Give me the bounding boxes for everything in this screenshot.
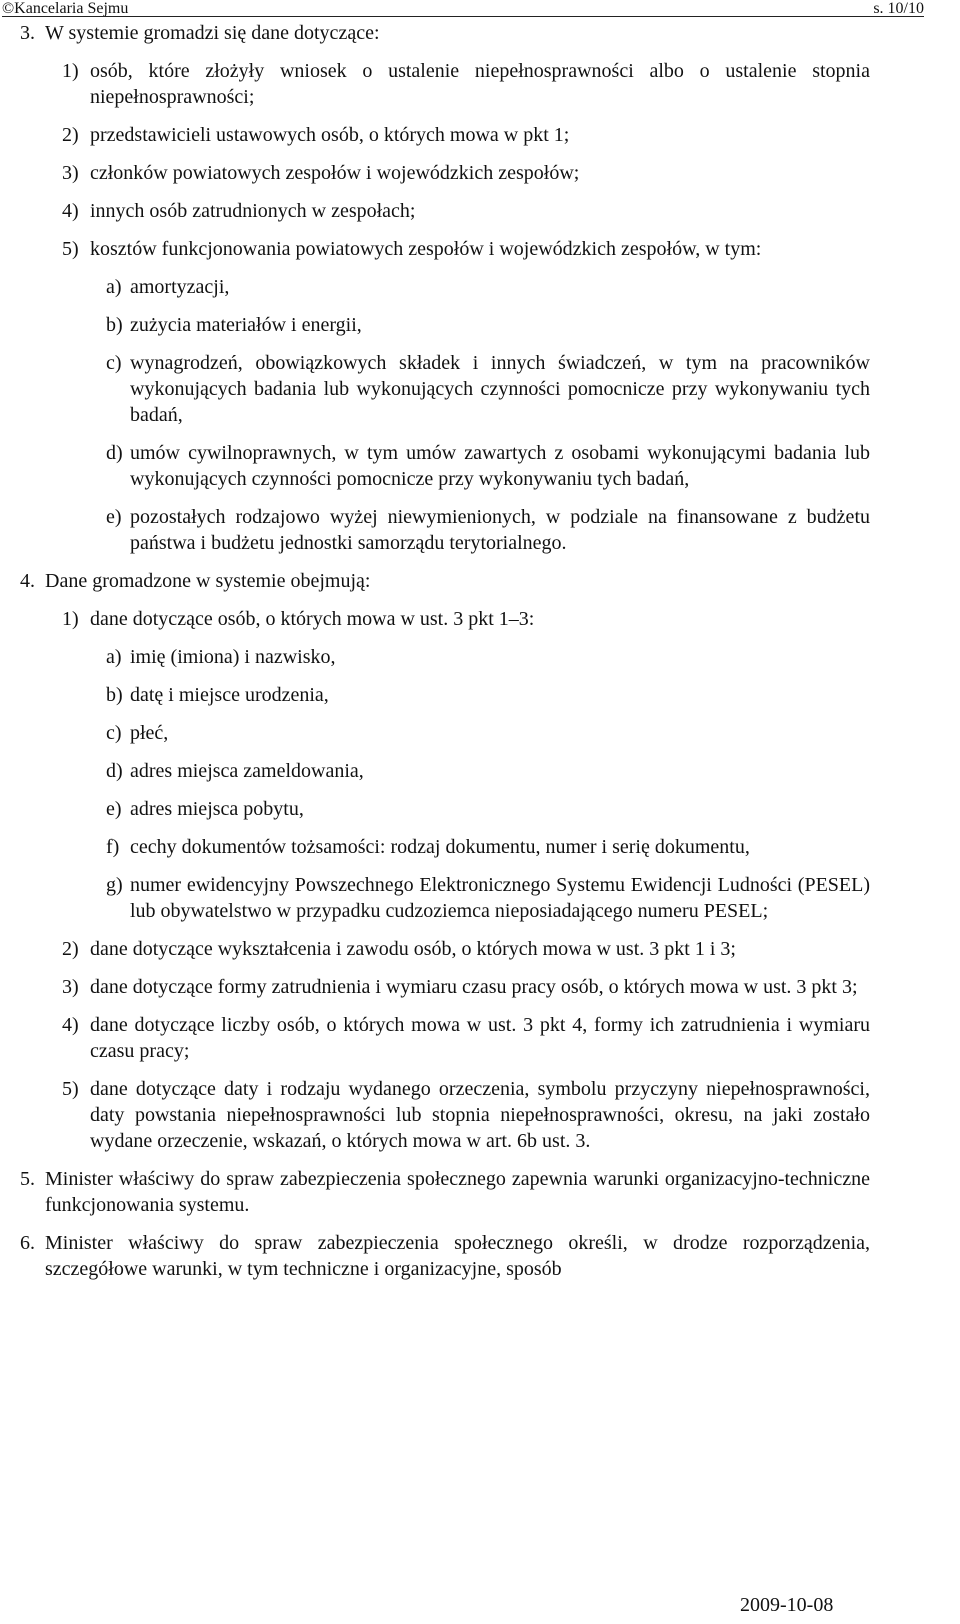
item-number: 1) bbox=[62, 608, 79, 630]
item-text: członków powiatowych zespołów i wojewódzkich zespołów; bbox=[90, 162, 580, 184]
list-item bbox=[20, 122, 870, 148]
section-3 bbox=[20, 20, 870, 46]
list-item bbox=[20, 236, 870, 262]
subitem-text: imię (imiona) i nazwisko, bbox=[130, 646, 336, 668]
subitem-letter: c) bbox=[106, 722, 122, 744]
section-5 bbox=[20, 1166, 870, 1218]
item-number: 4) bbox=[62, 1014, 79, 1036]
header-source: ©Kancelaria Sejmu bbox=[2, 0, 129, 17]
subitem-letter: f) bbox=[106, 836, 120, 858]
subitem-letter: a) bbox=[106, 276, 122, 298]
subitem-text: numer ewidencyjny Powszechnego Elektronicznego Systemu Ewidencji Ludności (PESEL) lub obywatelstwo w przypadku cudzoziemca nieposiadającego numeru PESEL; bbox=[130, 874, 870, 922]
list-item bbox=[20, 1012, 870, 1064]
page-number: s. 10/10 bbox=[873, 0, 924, 17]
section-text: Dane gromadzone w systemie obejmują: bbox=[45, 570, 371, 592]
document-date: 2009-10-08 bbox=[740, 1594, 834, 1616]
sub-list-item bbox=[20, 504, 870, 556]
subitem-text: umów cywilnoprawnych, w tym umów zawartych z osobami wykonującymi badania lub wykonujących czynności pomocnicze przy wykonywaniu tych badań, bbox=[130, 442, 870, 490]
item-number: 2) bbox=[62, 124, 79, 146]
sub-list-item bbox=[20, 350, 870, 428]
list-item bbox=[20, 160, 870, 186]
section-number: 3. bbox=[20, 22, 35, 44]
section-text: Minister właściwy do spraw zabezpieczenia społecznego zapewnia warunki organizacyjno-techniczne funkcjonowania systemu. bbox=[45, 1168, 870, 1216]
section-number: 6. bbox=[20, 1232, 35, 1254]
item-number: 3) bbox=[62, 976, 79, 998]
item-text: przedstawicieli ustawowych osób, o których mowa w pkt 1; bbox=[90, 124, 570, 146]
list-item bbox=[20, 198, 870, 224]
subitem-letter: c) bbox=[106, 352, 122, 374]
sub-list-item bbox=[20, 644, 870, 670]
item-text: kosztów funkcjonowania powiatowych zespołów i wojewódzkich zespołów, w tym: bbox=[90, 238, 762, 260]
item-number: 1) bbox=[62, 60, 79, 82]
sub-list-item bbox=[20, 834, 870, 860]
sub-list-item bbox=[20, 274, 870, 300]
subitem-text: datę i miejsce urodzenia, bbox=[130, 684, 329, 706]
sub-list-item bbox=[20, 872, 870, 924]
subitem-text: cechy dokumentów tożsamości: rodzaj dokumentu, numer i serię dokumentu, bbox=[130, 836, 750, 858]
subitem-text: płeć, bbox=[130, 722, 169, 744]
sub-list-item bbox=[20, 758, 870, 784]
list-item bbox=[20, 1076, 870, 1154]
subitem-letter: a) bbox=[106, 646, 122, 668]
item-number: 5) bbox=[62, 1078, 79, 1100]
subitem-text: adres miejsca pobytu, bbox=[130, 798, 304, 820]
sub-list-item bbox=[20, 312, 870, 338]
item-text: dane dotyczące wykształcenia i zawodu osób, o których mowa w ust. 3 pkt 1 i 3; bbox=[90, 938, 736, 960]
section-4 bbox=[20, 568, 870, 594]
item-text: dane dotyczące liczby osób, o których mowa w ust. 3 pkt 4, formy ich zatrudnienia i wymiaru czasu pracy; bbox=[90, 1014, 870, 1062]
subitem-letter: b) bbox=[106, 684, 123, 706]
sub-list-item bbox=[20, 440, 870, 492]
item-number: 3) bbox=[62, 162, 79, 184]
subitem-letter: d) bbox=[106, 760, 123, 782]
sub-list-item bbox=[20, 720, 870, 746]
subitem-text: adres miejsca zameldowania, bbox=[130, 760, 364, 782]
subitem-letter: e) bbox=[106, 506, 122, 528]
header-rule bbox=[2, 16, 924, 17]
item-number: 2) bbox=[62, 938, 79, 960]
section-text: W systemie gromadzi się dane dotyczące: bbox=[45, 22, 380, 44]
section-number: 4. bbox=[20, 570, 35, 592]
subitem-letter: b) bbox=[106, 314, 123, 336]
subitem-text: zużycia materiałów i energii, bbox=[130, 314, 362, 336]
list-item bbox=[20, 974, 870, 1000]
item-text: osób, które złożyły wniosek o ustalenie niepełnosprawności albo o ustalenie stopnia niepełnosprawności; bbox=[90, 60, 870, 108]
list-item bbox=[20, 936, 870, 962]
subitem-text: wynagrodzeń, obowiązkowych składek i innych świadczeń, w tym na pracowników wykonujących badania lub wykonujących czynności pomocnicze przy wykonywaniu tych badań, bbox=[130, 352, 870, 426]
item-number: 4) bbox=[62, 200, 79, 222]
subitem-letter: d) bbox=[106, 442, 123, 464]
item-text: dane dotyczące daty i rodzaju wydanego orzeczenia, symbolu przyczyny niepełnosprawności, daty powstania niepełnosprawności lub stopnia niepełnosprawności, okresu, na jaki zostało wydane orzeczenie, wskazań, o których mowa w art. 6b ust. 3. bbox=[90, 1078, 870, 1152]
subitem-letter: e) bbox=[106, 798, 122, 820]
section-6 bbox=[20, 1230, 870, 1282]
item-text: dane dotyczące formy zatrudnienia i wymiaru czasu pracy osób, o których mowa w ust. 3 pkt 3; bbox=[90, 976, 858, 998]
list-item bbox=[20, 606, 870, 632]
list-item bbox=[20, 58, 870, 110]
item-text: innych osób zatrudnionych w zespołach; bbox=[90, 200, 416, 222]
section-text: Minister właściwy do spraw zabezpieczenia społecznego określi, w drodze rozporządzenia, szczegółowe warunki, w tym techniczne i organizacyjne, sposób bbox=[45, 1232, 870, 1280]
subitem-letter: g) bbox=[106, 874, 123, 896]
page-header bbox=[0, 0, 960, 18]
sub-list-item bbox=[20, 796, 870, 822]
sub-list-item bbox=[20, 682, 870, 708]
item-number: 5) bbox=[62, 238, 79, 260]
subitem-text: amortyzacji, bbox=[130, 276, 230, 298]
item-text: dane dotyczące osób, o których mowa w ust. 3 pkt 1–3: bbox=[90, 608, 535, 630]
section-number: 5. bbox=[20, 1168, 35, 1190]
document-body bbox=[20, 20, 870, 1294]
subitem-text: pozostałych rodzajowo wyżej niewymienionych, w podziale na finansowane z budżetu państwa i budżetu jednostki samorządu terytorialnego. bbox=[130, 506, 870, 554]
